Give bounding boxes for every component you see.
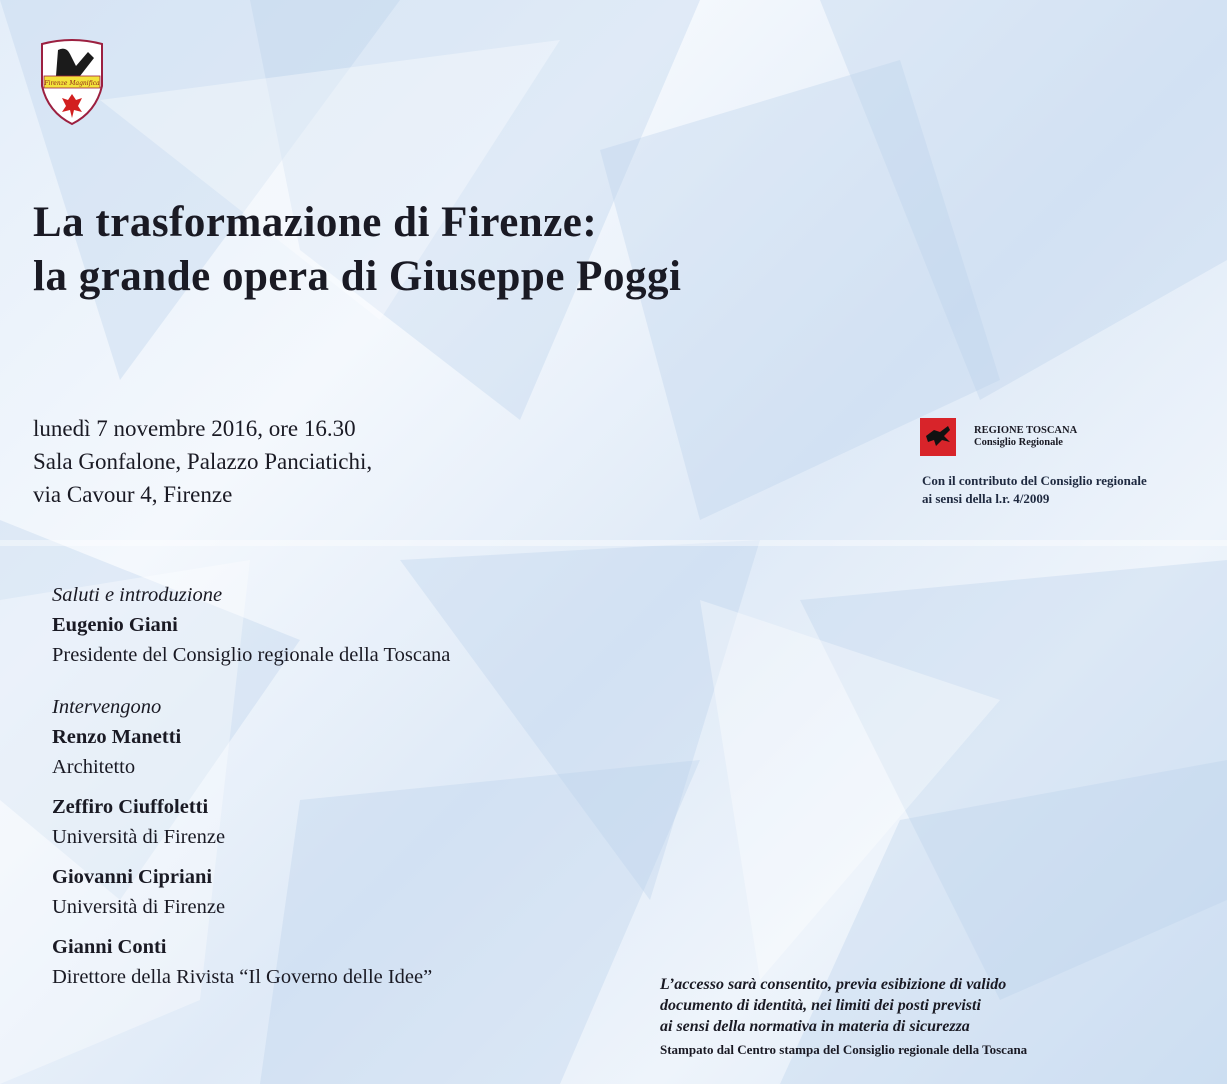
contribution-line-1: Con il contributo del Consiglio regionale: [922, 473, 1147, 488]
pegasus-icon: [920, 418, 956, 456]
title-line-2: la grande opera di Giuseppe Poggi: [33, 253, 682, 300]
speaker-role: Università di Firenze: [52, 826, 226, 848]
speaker-name: Eugenio Giani: [52, 614, 178, 636]
event-info: [33, 412, 372, 511]
regione-subtitle: Consiglio Regionale: [974, 437, 1063, 448]
speaker-name: Giovanni Cipriani: [52, 866, 213, 888]
greetings-heading: Saluti e introduzione: [52, 584, 223, 606]
title-line-1: La trasformazione di Firenze:: [33, 199, 598, 246]
speakers-heading: Intervengono: [52, 696, 162, 718]
access-notice: [660, 974, 1006, 1037]
speaker-role: Direttore della Rivista “Il Governo delle Idee”: [52, 966, 433, 988]
notice-line-1: L’accesso sarà consentito, previa esibizione di valido: [660, 976, 1007, 993]
regione-name: REGIONE TOSCANA: [974, 425, 1078, 436]
event-venue: Sala Gonfalone, Palazzo Panciatichi,: [33, 449, 373, 474]
event-address: via Cavour 4, Firenze: [33, 482, 233, 507]
notice-line-3: ai sensi della normativa in materia di sicurezza: [660, 1018, 970, 1035]
speaker-role: Architetto: [52, 756, 136, 778]
svg-text:Firenze Magnifica: Firenze Magnifica: [44, 80, 100, 87]
firenze-magnifica-logo: [36, 36, 108, 130]
contribution-note: [922, 472, 1147, 508]
printed-by: Stampato dal Centro stampa del Consiglio regionale della Toscana: [660, 1042, 1028, 1057]
page-title: [33, 196, 681, 304]
speaker-role: Università di Firenze: [52, 896, 226, 918]
speaker-name: Gianni Conti: [52, 936, 167, 958]
speaker-name: Zeffiro Ciuffoletti: [52, 796, 209, 818]
notice-line-2: documento di identità, nei limiti dei posti previsti: [660, 997, 981, 1014]
regione-toscana-logo: [920, 418, 1077, 456]
speaker-name: Renzo Manetti: [52, 726, 182, 748]
event-date-time: lunedì 7 novembre 2016, ore 16.30: [33, 416, 356, 441]
program: [52, 580, 450, 1002]
speaker-role: Presidente del Consiglio regionale della Toscana: [52, 644, 451, 666]
contribution-line-2: ai sensi della l.r. 4/2009: [922, 491, 1050, 506]
